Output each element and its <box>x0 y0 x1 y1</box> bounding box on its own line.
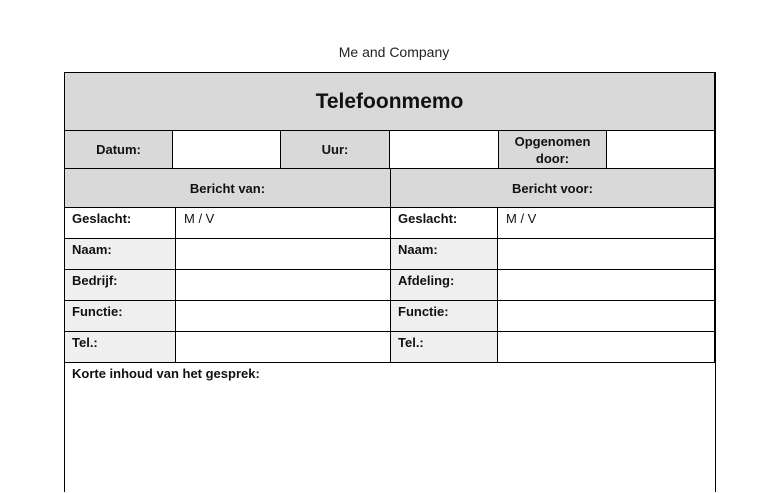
left-tel-field[interactable] <box>176 332 391 363</box>
datum-field[interactable] <box>173 131 281 169</box>
left-functie-label: Functie: <box>65 301 176 332</box>
opgenomen-door-label: Opgenomen door: <box>499 131 607 169</box>
right-tel-label: Tel.: <box>391 332 498 363</box>
right-geslacht-label: Geslacht: <box>391 208 498 239</box>
bericht-voor-header: Bericht voor: <box>391 169 715 208</box>
left-functie-field[interactable] <box>176 301 391 332</box>
phone-memo-form <box>64 72 716 492</box>
right-geslacht-field[interactable]: M / V <box>498 208 715 239</box>
notes-label: Korte inhoud van het gesprek: <box>72 366 260 381</box>
right-afdeling-label: Afdeling: <box>391 270 498 301</box>
uur-label: Uur: <box>281 131 390 169</box>
left-geslacht-label: Geslacht: <box>65 208 176 239</box>
form-title: Telefoonmemo <box>65 73 715 131</box>
right-tel-field[interactable] <box>498 332 715 363</box>
right-afdeling-field[interactable] <box>498 270 715 301</box>
left-naam-field[interactable] <box>176 239 391 270</box>
left-naam-label: Naam: <box>65 239 176 270</box>
left-tel-label: Tel.: <box>65 332 176 363</box>
left-geslacht-field[interactable]: M / V <box>176 208 391 239</box>
bericht-van-header: Bericht van: <box>65 169 391 208</box>
uur-field[interactable] <box>390 131 499 169</box>
right-naam-field[interactable] <box>498 239 715 270</box>
datum-label: Datum: <box>65 131 173 169</box>
opgenomen-door-field[interactable] <box>607 131 715 169</box>
right-functie-label: Functie: <box>391 301 498 332</box>
notes-area[interactable] <box>65 363 715 493</box>
right-naam-label: Naam: <box>391 239 498 270</box>
left-bedrijf-field[interactable] <box>176 270 391 301</box>
company-name: Me and Company <box>338 44 450 60</box>
left-bedrijf-label: Bedrijf: <box>65 270 176 301</box>
right-functie-field[interactable] <box>498 301 715 332</box>
